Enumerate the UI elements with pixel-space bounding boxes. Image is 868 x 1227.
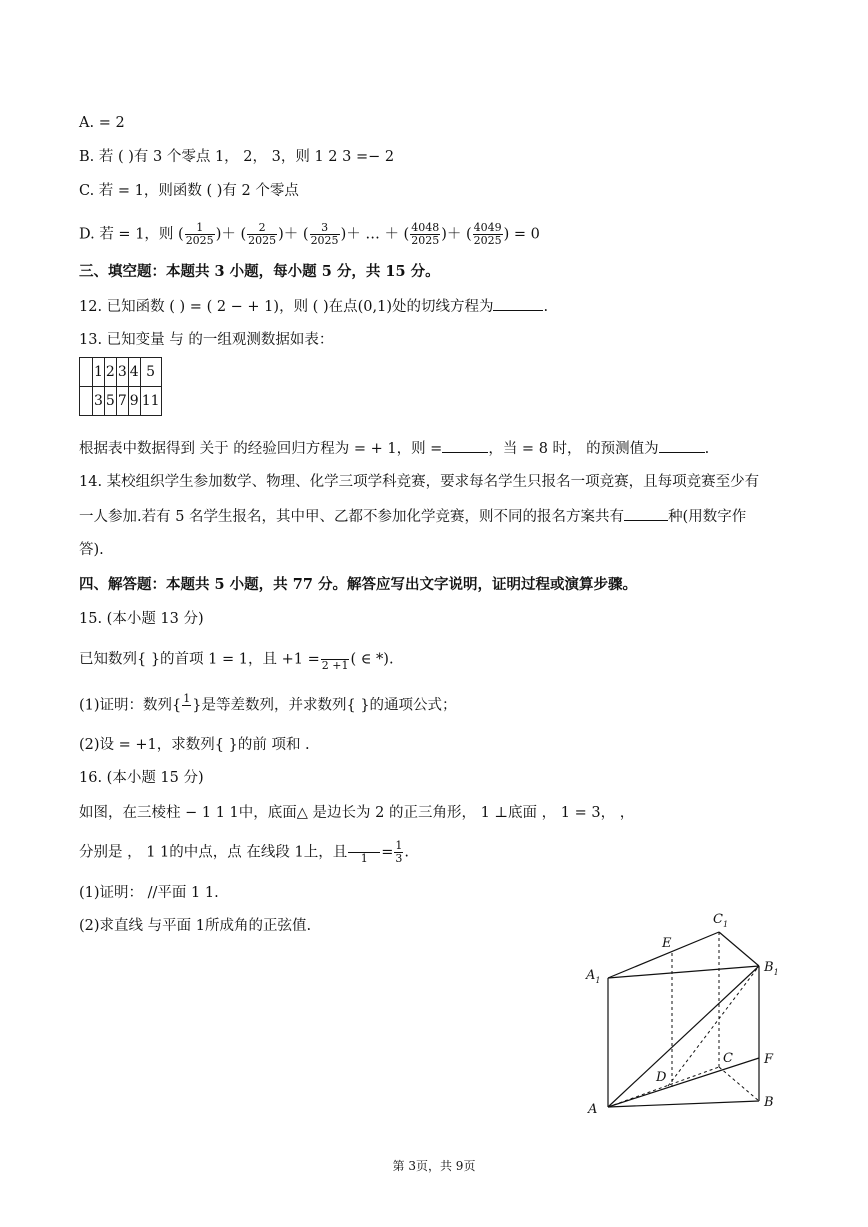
label-e: E <box>662 936 672 951</box>
table-cell: 5 <box>140 358 161 387</box>
table-cell: 3 <box>116 358 128 387</box>
page-footer: 第 3页，共 9页 <box>392 1159 476 1173</box>
edge-c1-b1 <box>719 932 759 966</box>
answer-blank <box>493 296 543 311</box>
question-16-line1: 如图，在三棱柱 − 1 1 1中，底面△ 是边长为 2 的正三角形， 1 ⊥底面 ， 1 = 3， ， <box>79 805 635 821</box>
option-d-end: ) = 0 <box>503 226 540 243</box>
option-d <box>79 222 540 247</box>
edge-a1-b1 <box>608 966 759 978</box>
option-d-fraction-3: $\frac{3}{2025}$ <box>310 221 339 247</box>
question-15-stem <box>79 647 394 672</box>
question-15-part1 <box>79 693 457 718</box>
q16-equals: = <box>381 844 394 861</box>
followup-end: . <box>704 441 710 457</box>
table-cell <box>80 358 93 387</box>
table-cell: 3 <box>93 387 105 416</box>
table-cell: 9 <box>128 387 140 416</box>
q14-text-b: 种(用数字作 <box>668 509 747 525</box>
question-12-text: 12. 已知函数 ( ) = ( 2 − + 1)，则 ( )在点(0,1)处的切线方程为 <box>79 299 494 315</box>
option-d-fraction-5: $\frac{4049}{2025}$ <box>473 221 502 247</box>
segment-d-b1-hidden <box>668 966 759 1086</box>
option-d-fraction-4: $\frac{4048}{2025}$ <box>411 221 440 247</box>
question-16-part2: (2)求直线 与平面 1所成角的正弦值. <box>79 918 312 934</box>
label-b: B <box>764 1095 774 1110</box>
table-cell: 2 <box>104 358 116 387</box>
question-13: 13. 已知变量 与 的一组观测数据如表： <box>79 332 334 348</box>
table-cell: 11 <box>140 387 161 416</box>
edge-c-b-hidden <box>719 1067 759 1101</box>
table-row <box>80 387 162 416</box>
question-12-end: . <box>543 299 549 315</box>
option-d-sep-4: )＋ ( <box>441 226 472 243</box>
prism-figure <box>580 905 800 1120</box>
label-a1: $A_1$ <box>586 968 601 985</box>
label-a: A <box>588 1102 598 1117</box>
option-d-fraction-1: $\frac{1}{2025}$ <box>185 221 214 247</box>
table-row <box>80 358 162 387</box>
followup-text-b: ，当 = 8 时， 的预测值为 <box>488 441 659 457</box>
question-14-line1: 14. 某校组织学生参加数学、物理、化学三项学科竞赛，要求每名学生只报名一项竞赛，且每项竞赛至少有 <box>79 474 760 490</box>
option-d-sep-3: )＋ … ＋ ( <box>340 226 410 243</box>
label-c1: $C_1$ <box>713 912 729 929</box>
option-b: B. 若 ( )有 3 个零点 1， 2， 3，则 1 2 3 =− 2 <box>79 149 395 165</box>
label-f: F <box>764 1052 774 1067</box>
q15-fraction: 2 +1 <box>321 647 350 672</box>
q16-ratio-fraction: 1 <box>348 840 380 865</box>
section3-header: 三、填空题：本题共 3 小题，每小题 5 分，共 15 分。 <box>79 263 440 280</box>
option-d-sep-2: )＋ ( <box>278 226 309 243</box>
option-d-sep-1: )＋ ( <box>215 226 247 243</box>
question-12 <box>79 296 548 317</box>
option-a: A. = 2 <box>79 115 125 131</box>
question-15-part2: (2)设 = +1，求数列{ }的前 项和 . <box>79 737 310 753</box>
answer-blank <box>442 438 488 453</box>
q15-stem-a: 已知数列{ }的首项 1 = 1，且 +1 = <box>79 651 320 668</box>
table-cell: 4 <box>128 358 140 387</box>
q15-part1-b: }是等差数列，并求数列{ }的通项公式； <box>192 697 457 714</box>
segment-a-b1 <box>608 966 759 1107</box>
option-d-prefix: D. 若 = 1，则 ( <box>79 226 184 243</box>
q15-part1-a: (1)证明：数列{ <box>79 697 182 714</box>
q15-stem-b: ( ∈ *). <box>350 651 394 668</box>
label-b1: $B_1$ <box>764 960 779 977</box>
observation-table <box>79 357 162 416</box>
table-cell <box>80 387 93 416</box>
label-c: C <box>723 1051 733 1066</box>
option-c: C. 若 = 1，则函数 ( )有 2 个零点 <box>79 183 299 199</box>
label-d: D <box>656 1070 667 1085</box>
question-16-title: 16. (本小题 15 分) <box>79 770 204 786</box>
answer-blank <box>624 506 668 521</box>
question-16-part1: (1)证明： //平面 1 1. <box>79 885 219 901</box>
q16-line2-a: 分别是 ， 1 1的中点，点 在线段 1上，且 <box>79 844 348 861</box>
question-14-line2 <box>79 506 746 527</box>
edge-a-b <box>608 1101 759 1107</box>
question-13-followup <box>79 438 709 459</box>
section4-header: 四、解答题：本题共 5 小题，共 77 分。解答应写出文字说明，证明过程或演算步骤。 <box>79 576 637 593</box>
q14-text-a: 一人参加.若有 5 名学生报名，其中甲、乙都不参加化学竞赛，则不同的报名方案共有 <box>79 509 625 525</box>
option-d-fraction-2: $\frac{2}{2025}$ <box>248 221 277 247</box>
q15-part1-fraction: 1 <box>183 692 191 705</box>
table-cell: 5 <box>104 387 116 416</box>
answer-blank <box>659 438 705 453</box>
table-cell: 1 <box>93 358 105 387</box>
followup-text-a: 根据表中数据得到 关于 的经验回归方程为 = + 1，则 = <box>79 441 443 457</box>
question-16-line2 <box>79 840 409 865</box>
q16-one-third: $\frac{1}{3}$ <box>395 839 403 865</box>
q16-line2-end: . <box>404 844 409 861</box>
question-14-line3: 答). <box>79 542 104 558</box>
question-15-title: 15. (本小题 13 分) <box>79 611 204 627</box>
table-cell: 7 <box>116 387 128 416</box>
